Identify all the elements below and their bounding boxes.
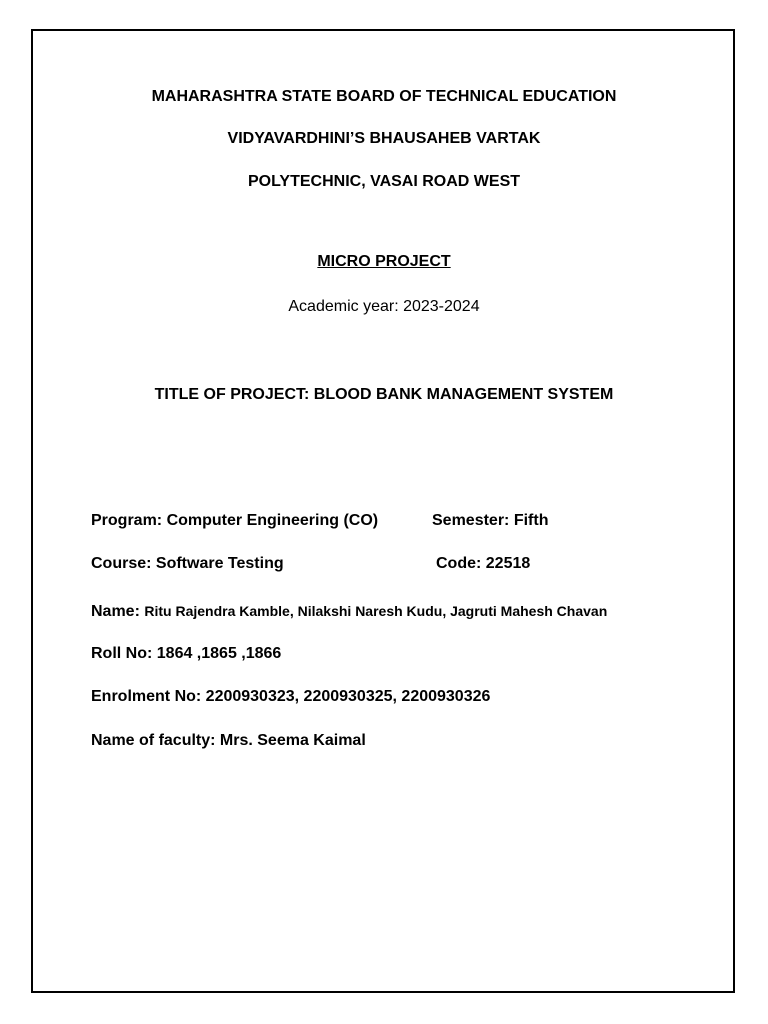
roll-no-field: Roll No: 1864 ,1865 ,1866 [91, 645, 282, 662]
academic-year: Academic year: 2023-2024 [288, 298, 480, 315]
micro-project-heading: MICRO PROJECT [317, 253, 451, 270]
name-value: Ritu Rajendra Kamble, Nilakshi Naresh Kudu, Jagruti Mahesh Chavan [144, 603, 608, 619]
project-title: TITLE OF PROJECT: BLOOD BANK MANAGEMENT SYSTEM [154, 386, 614, 403]
faculty-field: Name of faculty: Mrs. Seema Kaimal [91, 732, 366, 749]
course-field: Course: Software Testing [91, 555, 284, 572]
semester-field: Semester: Fifth [432, 512, 549, 529]
student-names [91, 601, 607, 622]
institute-name-line1: VIDYAVARDHINI’S BHAUSAHEB VARTAK [227, 130, 541, 147]
program-field: Program: Computer Engineering (CO) [91, 512, 379, 529]
board-name: MAHARASHTRA STATE BOARD OF TECHNICAL EDUCATION [151, 88, 617, 105]
enrolment-no-field: Enrolment No: 2200930323, 2200930325, 2200930326 [91, 688, 491, 705]
name-label: Name: [91, 603, 140, 620]
institute-name-line2: POLYTECHNIC, VASAI ROAD WEST [247, 173, 521, 190]
code-field: Code: 22518 [436, 555, 531, 572]
